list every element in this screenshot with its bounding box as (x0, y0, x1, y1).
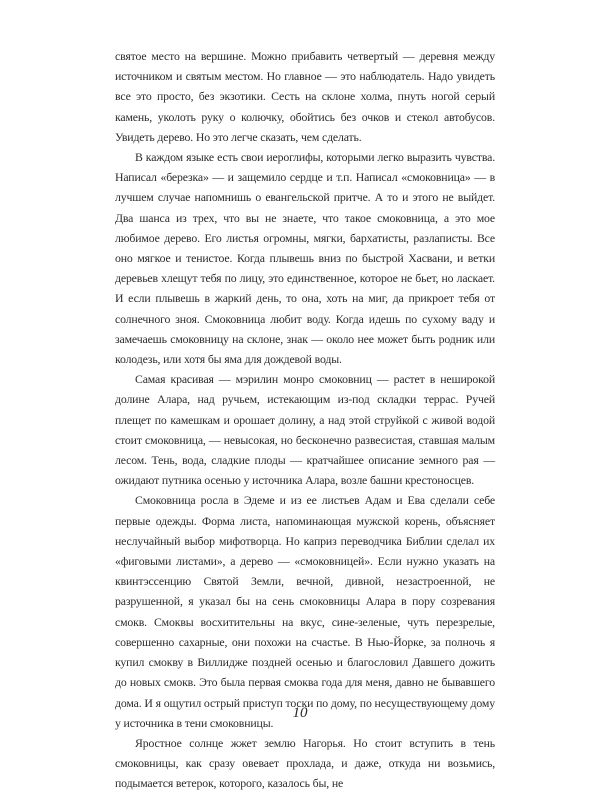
paragraph-5: Яростное солнце жжет землю Нагорья. Но стоит вступить в тень смоковницы, как сразу овевает прохлада, и даже, откуда ни возьмись, подымается ветерок, которого, казалось бы, не (115, 735, 495, 791)
page-body-text (115, 46, 495, 794)
paragraph-1: святое место на вершине. Можно прибавить четвертый — деревня между источником и святым местом. Но главное — это наблюдатель. Надо увидеть все это просто, без экзотики. Сесть на склоне холма, пнуть ногой серый камень, уколоть руку о колючку, обойтись без очков и стекол автобусов. Увидеть дерево. Но это легче сказать, чем сделать. (115, 49, 495, 144)
paragraph-2: В каждом языке есть свои иероглифы, которыми легко выразить чувства. Написал «березка» — и защемило сердце и т.п. Написал «смоковница» — в лучшем случае напомнишь о евангельской притче. А то и этого не выйдет. Два шанса из трех, что вы не знаете, что такое смоковница, а это мое любимое дерево. Его листья огромны, мягки, бархатисты, разлаписты. Все оно мягкое и тенистое. Когда плывешь вниз по быстрой Хасвани, и ветки деревьев хлещут тебя по лицу, это единственное, которое не бьет, но ласкает. И если плывешь в жаркий день, то она, хоть на миг, да прикроет тебя от солнечного зноя. Смоковница любит воду. Когда идешь по сухому ваду и замечаешь смоковницу на склоне, знак — около нее может быть родник или колодезь, или хотя бы яма для дождевой воды. (115, 150, 495, 367)
page-number: 10 (292, 705, 308, 721)
paragraph-4: Смоковница росла в Эдеме и из ее листьев Адам и Ева сделали себе первые одежды. Форма листа, напоминающая мужской корень, объясняет неслучайный выбор мифотворца. Но каприз переводчика Библии сделал их «фиговыми листами», а дерево — «смоковницей». Если нужно указать на квинтэссенцию Святой Земли, вечной, дивной, незастроенной, не разрушенной, я указал бы на сень смоковницы Алара в пору созревания смокв. Смоквы восхитительны на вкус, сине-зеленые, чуть перезрелые, совершенно сахарные, они похожи на счастье. В Нью-Йорке, за полночь я купил смокву в Виллидже поздней осенью и благословил Давшего дожить до новых смокв. Это была первая смоква года для меня, давно не бывавшего дома. И я ощутил острый приступ тоски по дому, по несуществующему дому у источника в тени смоковницы. (115, 493, 495, 730)
paragraph-3: Самая красивая — мэрилин монро смоковниц — растет в неширокой долине Алара, над ручьем, истекающим из-под складки террас. Ручей плещет по камешкам и орошает долину, а над этой струйкой с живой водой стоит смоковница, — невысокая, но бесконечно развесистая, ставшая малым лесом. Тень, вода, сладкие плоды — кратчайшее описание земного рая — ожидают путника осенью у источника Алара, возле башни крестоносцев. (115, 372, 495, 488)
